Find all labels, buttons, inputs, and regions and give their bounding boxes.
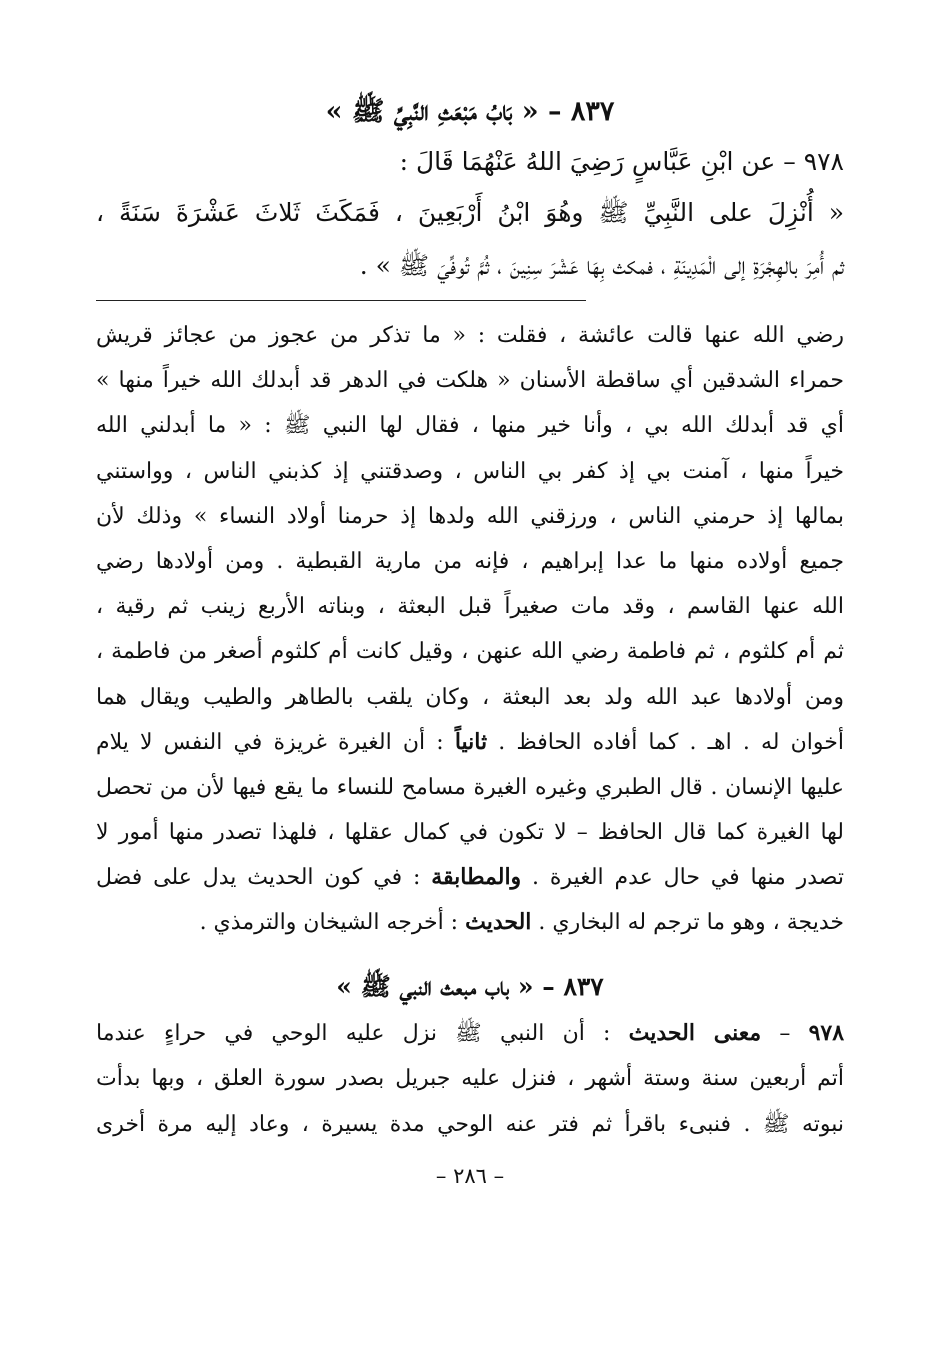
commentary-line: جميع أولاده منها ما عدا إبراهيم ، فإنه من مارية القبطية . ومن أولادها رضي xyxy=(96,548,844,574)
term-meaning: معنى الحديث xyxy=(628,1019,762,1046)
meaning-text: : أن النبي ﷺ نزل عليه الوحي في حراءٍ عندما xyxy=(96,1020,611,1046)
commentary-line: أي قد أبدلك الله بي ، وأنا خير منها ، فقال لها النبي ﷺ : « ما أبدلني الله xyxy=(96,413,844,439)
commentary-line: عليها الإنسان . قال الطبري وغيره الغيرة مسامح للنساء ما يقع فيها لأن من تحصل xyxy=(96,774,844,800)
meaning-line: أتم أربعين سنة وستة أشهر ، فنزل عليه جبريل بصدر سورة العلق ، وبها بدأت xyxy=(96,1065,844,1091)
chapter-dash: – xyxy=(548,96,562,127)
hadith-narrator: عن ابْنِ عَبَّاسٍ رَضِيَ اللهُ عَنْهُمَا قَالَ : xyxy=(399,147,776,176)
meaning-dash: – xyxy=(779,1020,791,1046)
meaning-block xyxy=(96,1010,844,1148)
term-correspondence: والمطابقة xyxy=(431,864,522,891)
second-chapter-number: ٨٣٧ xyxy=(563,971,604,1001)
meaning-line: نبوته ﷺ . فنبىء باقرأ ثم فتر عنه الوحي مدة يسيرة ، وعاد إليه مرة أخرى xyxy=(96,1111,844,1137)
commentary-text: تصدر منها في حال عدم الغيرة . xyxy=(532,865,844,891)
second-chapter-title: « باب مبعث النبي ﷺ » xyxy=(336,971,534,1001)
commentary-block xyxy=(96,313,844,946)
second-chapter-dash: – xyxy=(542,971,555,1001)
commentary-line xyxy=(96,900,844,945)
footnote-divider xyxy=(96,300,586,301)
meaning-line xyxy=(96,1010,844,1056)
commentary-line: لها الغيرة كما قال الحافظ – لا تكون في كمال عقلها ، فلهذا تصدر منها أمور لا xyxy=(96,820,844,846)
commentary-line: الله عنها القاسم ، وقد مات صغيراً قبل البعثة ، وبناته الأربع زينب ثم رقية ، xyxy=(96,594,844,620)
hadith-narrator-line xyxy=(96,138,844,186)
commentary-text: : في كون الحديث يدل على فضل xyxy=(96,865,421,891)
hadith-dash: – xyxy=(783,147,796,176)
term-secondly: ثانياً xyxy=(454,728,488,755)
commentary-line: بمالها إذ حرمني الناس ، ورزقني الله ولدها إذ حرمنا أولاد النساء » وذلك لأن xyxy=(96,503,844,529)
commentary-text: خديجة ، وهو ما ترجم له البخاري . xyxy=(538,910,844,936)
document-page xyxy=(96,86,844,1196)
commentary-text: : أخرجه الشيخان والترمذي . xyxy=(199,910,459,936)
commentary-text: : أن الغيرة غريزة في النفس لا يلام xyxy=(96,729,444,755)
chapter-title: « بَابُ مَبْعَثِ النَّبِيِّ ﷺ » xyxy=(325,96,539,127)
commentary-line: ثم أم كلثوم ، ثم فاطمة رضي الله عنهن ، وقيل كانت أم كلثوم أصغر من فاطمة ، xyxy=(96,639,844,665)
page-number: – ٢٨٦ – xyxy=(435,1163,505,1188)
meaning-number: ٩٧٨ xyxy=(808,1019,844,1046)
chapter-number: ٨٣٧ xyxy=(570,96,615,127)
chapter-heading xyxy=(96,86,844,138)
hadith-text-line: « أُنْزِلَ على النَّبِيِّ ﷺ وهُوَ ابْنُ أَرْبَعِينَ ، فَمَكَثَ ثَلاثَ عَشْرَةَ سَنَةً ، xyxy=(96,198,844,227)
commentary-line xyxy=(96,720,844,765)
commentary-line: ومن أولادها عبد الله ولد بعد البعثة ، وكان يلقب بالطاهر والطيب ويقال هما xyxy=(96,684,844,710)
hadith-text-line: ثم أُمِرَ بالهِجْرَةِ إلى الْمَدِينَةِ ، فمكث بِهَا عَشْرَ سِنِينَ ، ثُمَّ تُوفِّيَ ﷺ » . xyxy=(359,251,844,280)
commentary-line xyxy=(96,855,844,900)
second-chapter-heading xyxy=(96,964,844,1010)
commentary-line: خيراً منها ، آمنت بي إذ كفر بي الناس ، وصدقتني إذ كذبني الناس ، وواستني xyxy=(96,458,844,484)
commentary-line: رضي الله عنها قالت عائشة ، فقلت : « ما تذكر من عجوز من عجائز قريش xyxy=(96,323,844,348)
commentary-text: أخوان له . اهـ . كما أفاده الحافظ . xyxy=(498,729,844,755)
hadith-number: ٩٧٨ xyxy=(803,147,844,176)
commentary-line: حمراء الشدقين أي ساقطة الأسنان « هلكت في الدهر قد أبدلك الله خيراً منها » xyxy=(96,368,844,394)
term-hadith: الحديث xyxy=(465,909,532,936)
